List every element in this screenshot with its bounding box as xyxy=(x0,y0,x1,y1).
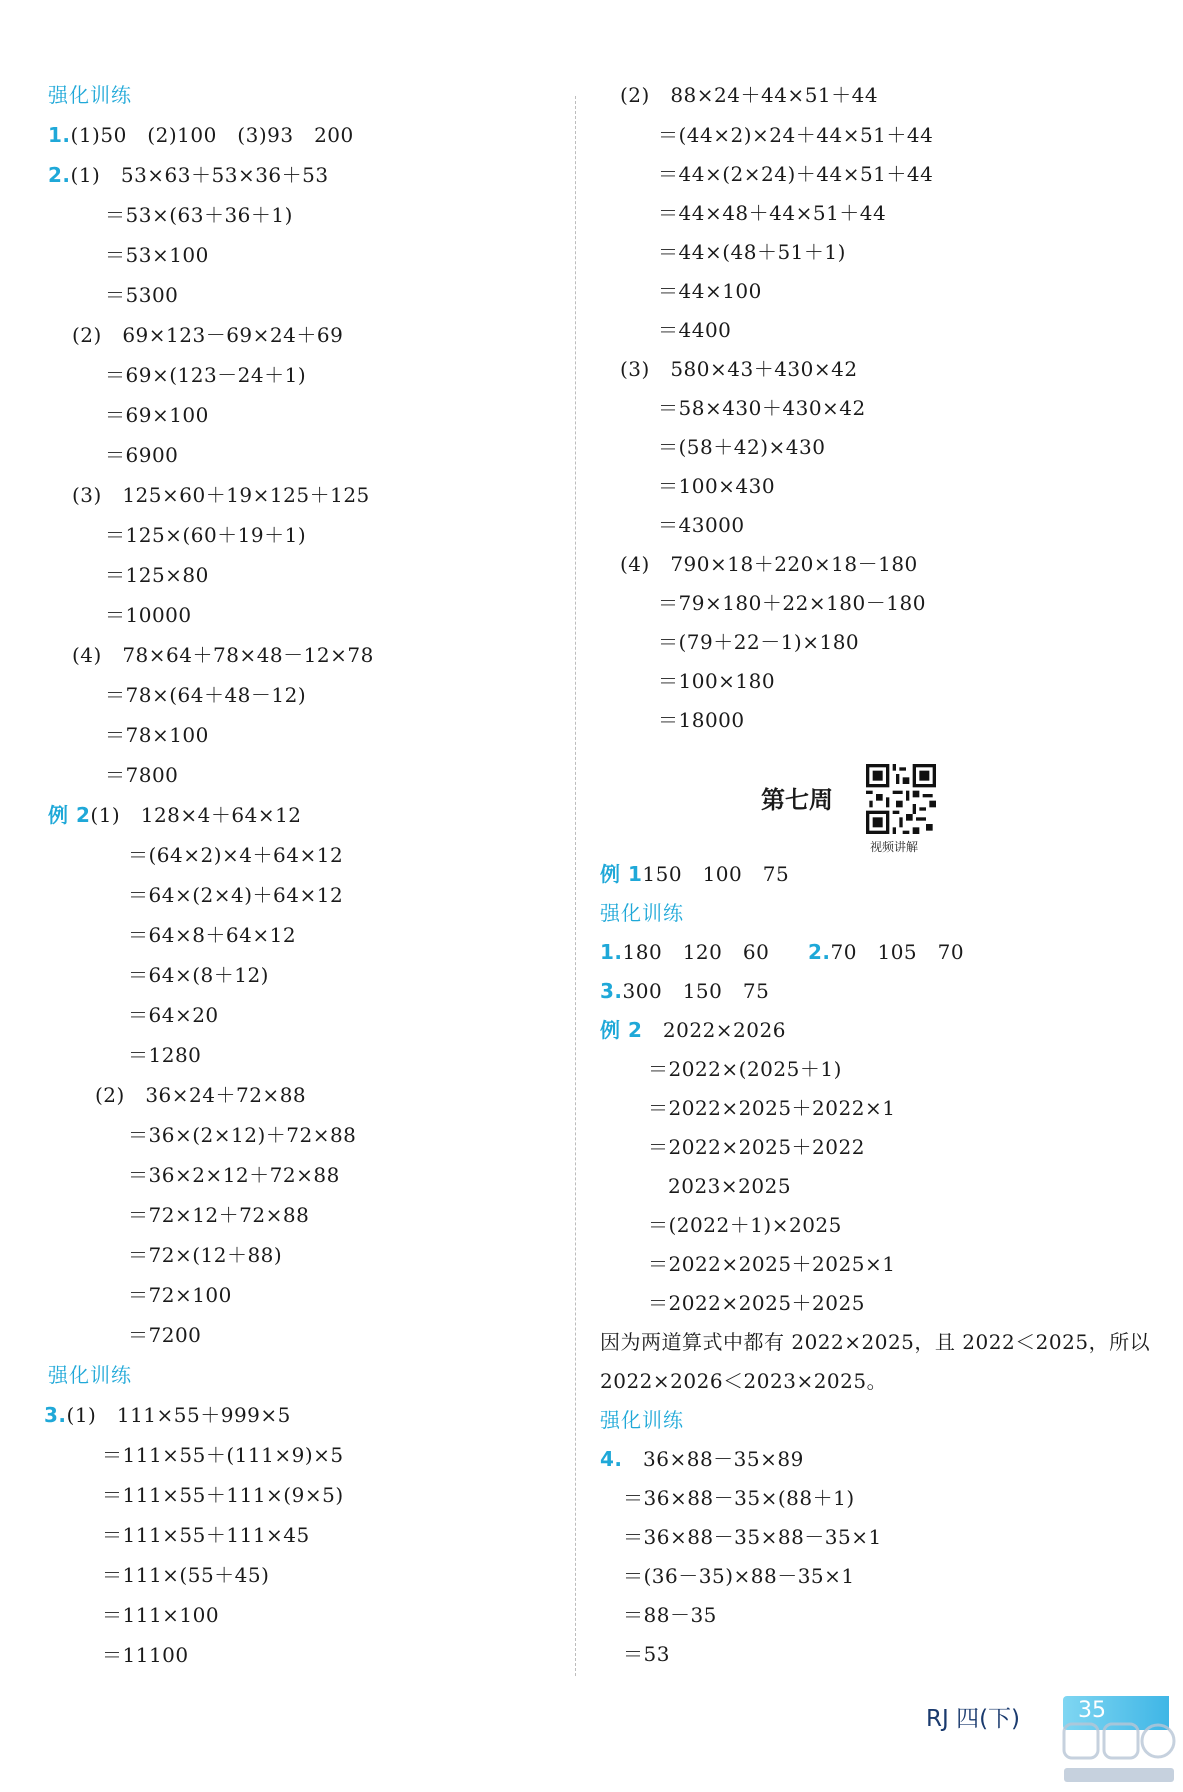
solution-line xyxy=(620,550,918,578)
solution-line xyxy=(648,1211,842,1239)
line-text: ＝2022×(2025＋1) xyxy=(648,1057,842,1081)
solution-line xyxy=(658,628,859,656)
solution-line xyxy=(600,977,769,1005)
line-text: ＝36×(2×12)＋72×88 xyxy=(128,1123,357,1147)
line-text: ＝36×2×12＋72×88 xyxy=(128,1163,340,1187)
line-text: ＝111×55＋(111×9)×5 xyxy=(102,1443,344,1467)
line-text: ＝7800 xyxy=(105,763,179,787)
solution-line xyxy=(128,1001,219,1029)
line-text: (4) 78×64＋78×48－12×78 xyxy=(72,643,374,667)
solution-line xyxy=(128,1041,201,1069)
solution-line xyxy=(658,316,731,344)
solution-line xyxy=(658,121,933,149)
line-text: ＝78×(64＋48－12) xyxy=(105,683,307,707)
line-text: ＝72×100 xyxy=(128,1283,232,1307)
line-text: (1) 128×4＋64×12 xyxy=(90,803,302,827)
item-label: 3. xyxy=(44,1403,67,1427)
line-text: ＝44×(2×24)＋44×51＋44 xyxy=(658,162,934,186)
line-text: ＝6900 xyxy=(105,443,179,467)
solution-line xyxy=(648,1250,895,1278)
solution-line xyxy=(128,1321,201,1349)
solution-line xyxy=(808,938,964,966)
line-text: (2) 88×24＋44×51＋44 xyxy=(620,83,879,107)
footer-edition: RJ 四(下) xyxy=(926,1706,1021,1732)
solution-line xyxy=(72,641,374,669)
line-text: (3) 580×43＋430×42 xyxy=(620,357,858,381)
line-text: ＝53 xyxy=(623,1642,670,1666)
line-text: ＝125×(60＋19＋1) xyxy=(105,523,307,547)
solution-line xyxy=(658,277,762,305)
line-text: ＝(64×2)×4＋64×12 xyxy=(128,843,344,867)
solution-line xyxy=(648,1094,895,1122)
solution-line xyxy=(648,1055,842,1083)
line-text: ＝53×100 xyxy=(105,243,209,267)
line-text: ＝72×12＋72×88 xyxy=(128,1203,310,1227)
solution-line xyxy=(623,1601,717,1629)
solution-line xyxy=(128,961,269,989)
item-label: 例 2 xyxy=(48,803,91,827)
solution-line xyxy=(658,706,745,734)
solution-line xyxy=(102,1481,344,1509)
line-text: 2022×2026 xyxy=(642,1018,786,1042)
line-text: ＝2022×2025＋2022 xyxy=(648,1135,865,1159)
solution-line xyxy=(105,241,209,269)
solution-line xyxy=(48,161,329,189)
solution-line xyxy=(95,1081,306,1109)
line-text: 150 100 75 xyxy=(642,862,790,886)
line-text: (1)50 (2)100 (3)93 200 xyxy=(70,123,354,147)
line-text: ＝78×100 xyxy=(105,723,209,747)
line-text: ＝44×100 xyxy=(658,279,762,303)
solution-line xyxy=(600,1367,887,1395)
solution-line xyxy=(105,521,306,549)
line-text: 强化训练 xyxy=(48,83,132,107)
solution-line xyxy=(658,511,745,539)
solution-line xyxy=(128,1161,340,1189)
solution-line xyxy=(105,361,306,389)
solution-line xyxy=(128,1241,282,1269)
line-text: ＝2022×2025＋2025×1 xyxy=(648,1252,896,1276)
solution-line xyxy=(102,1601,219,1629)
line-text: ＝10000 xyxy=(105,603,192,627)
section-heading xyxy=(600,1406,684,1434)
item-label: 2. xyxy=(808,940,831,964)
line-text: (1) 111×55＋999×5 xyxy=(66,1403,291,1427)
line-text: (4) 790×18＋220×18－180 xyxy=(620,552,918,576)
line-text: ＝(44×2)×24＋44×51＋44 xyxy=(658,123,934,147)
solution-line xyxy=(105,201,293,229)
line-text: ＝64×(8＋12) xyxy=(128,963,269,987)
solution-line xyxy=(44,1401,291,1429)
line-text: ＝(36－35)×88－35×1 xyxy=(623,1564,855,1588)
solution-line xyxy=(620,355,858,383)
line-text: (2) 36×24＋72×88 xyxy=(95,1083,307,1107)
line-text: ＝64×(2×4)＋64×12 xyxy=(128,883,344,907)
line-text: 300 150 75 xyxy=(622,979,770,1003)
solution-line xyxy=(623,1562,855,1590)
item-label: 例 2 xyxy=(600,1018,643,1042)
qr-label: 视频讲解 xyxy=(870,840,919,854)
line-text: ＝(58＋42)×430 xyxy=(658,435,826,459)
item-label: 2. xyxy=(48,163,71,187)
solution-line xyxy=(105,281,178,309)
solution-line xyxy=(105,601,192,629)
solution-line xyxy=(658,238,846,266)
solution-line xyxy=(102,1561,269,1589)
column-divider xyxy=(575,96,576,1676)
line-text: (3) 125×60＋19×125＋125 xyxy=(72,483,370,507)
solution-line xyxy=(600,938,769,966)
item-label: 3. xyxy=(600,979,623,1003)
line-text: 70 105 70 xyxy=(830,940,965,964)
watermark-logo xyxy=(1060,1718,1178,1788)
solution-line xyxy=(658,589,926,617)
solution-line xyxy=(105,561,209,589)
solution-line xyxy=(623,1523,882,1551)
line-text: ＝2022×2025＋2022×1 xyxy=(648,1096,896,1120)
line-text: 36×88－35×89 xyxy=(622,1447,804,1471)
solution-line xyxy=(600,1328,1150,1356)
line-text: ＝58×430＋430×42 xyxy=(658,396,866,420)
solution-line xyxy=(105,761,178,789)
line-text: ＝36×88－35×(88＋1) xyxy=(623,1486,855,1510)
line-text: ＝72×(12＋88) xyxy=(128,1243,283,1267)
solution-line xyxy=(623,1484,855,1512)
solution-line xyxy=(72,481,370,509)
line-text: ＝43000 xyxy=(658,513,745,537)
line-text: ＝11100 xyxy=(102,1643,189,1667)
solution-line xyxy=(620,81,878,109)
line-text: ＝88－35 xyxy=(623,1603,717,1627)
line-text: 2022×2026＜2023×2025。 xyxy=(600,1369,888,1393)
page-number: 35 xyxy=(1078,1698,1106,1723)
line-text: ＝44×(48＋51＋1) xyxy=(658,240,846,264)
item-label: 4. xyxy=(600,1447,623,1471)
solution-line xyxy=(128,881,343,909)
solution-line xyxy=(128,1121,356,1149)
week-title: 第七周 xyxy=(761,786,833,814)
solution-line xyxy=(600,860,789,888)
line-text: ＝64×8＋64×12 xyxy=(128,923,297,947)
line-text: ＝79×180＋22×180－180 xyxy=(658,591,926,615)
line-text: ＝125×80 xyxy=(105,563,209,587)
item-label: 例 1 xyxy=(600,862,643,886)
solution-line xyxy=(658,433,825,461)
line-text: (2) 69×123－69×24＋69 xyxy=(72,323,344,347)
line-text: ＝44×48＋44×51＋44 xyxy=(658,201,887,225)
line-text: ＝53×(63＋36＋1) xyxy=(105,203,293,227)
line-text: ＝2022×2025＋2025 xyxy=(648,1291,865,1315)
solution-line xyxy=(48,121,354,149)
solution-line xyxy=(102,1641,189,1669)
solution-line xyxy=(668,1172,791,1200)
solution-line xyxy=(648,1289,865,1317)
line-text: ＝111×(55＋45) xyxy=(102,1563,270,1587)
solution-line xyxy=(128,1281,232,1309)
line-text: ＝69×100 xyxy=(105,403,209,427)
section-heading xyxy=(48,1361,132,1389)
line-text: ＝(79＋22－1)×180 xyxy=(658,630,860,654)
line-text: ＝69×(123－24＋1) xyxy=(105,363,307,387)
solution-line xyxy=(600,1016,786,1044)
solution-line xyxy=(102,1441,344,1469)
solution-line xyxy=(128,921,296,949)
line-text: ＝1280 xyxy=(128,1043,202,1067)
line-text: 强化训练 xyxy=(48,1363,132,1387)
qr-code-icon[interactable] xyxy=(866,764,936,834)
solution-line xyxy=(128,841,343,869)
line-text: 强化训练 xyxy=(600,901,684,925)
line-text: ＝100×430 xyxy=(658,474,776,498)
line-text: ＝111×100 xyxy=(102,1603,220,1627)
solution-line xyxy=(128,1201,309,1229)
line-text: 强化训练 xyxy=(600,1408,684,1432)
solution-line xyxy=(105,401,209,429)
solution-line xyxy=(600,1445,804,1473)
line-text: 180 120 60 xyxy=(622,940,770,964)
line-text: 因为两道算式中都有 2022×2025，且 2022＜2025，所以 xyxy=(600,1330,1151,1354)
solution-line xyxy=(658,472,775,500)
solution-line xyxy=(105,441,178,469)
solution-line xyxy=(105,681,306,709)
line-text: ＝5300 xyxy=(105,283,179,307)
solution-line xyxy=(648,1133,865,1161)
line-text: ＝7200 xyxy=(128,1323,202,1347)
item-label: 1. xyxy=(600,940,623,964)
solution-line xyxy=(658,160,933,188)
solution-line xyxy=(623,1640,670,1668)
solution-line xyxy=(105,721,209,749)
line-text: ＝64×20 xyxy=(128,1003,219,1027)
item-label: 1. xyxy=(48,123,71,147)
solution-line xyxy=(658,199,886,227)
line-text: ＝(2022＋1)×2025 xyxy=(648,1213,842,1237)
section-heading xyxy=(600,899,684,927)
solution-line xyxy=(72,321,343,349)
line-text: ＝100×180 xyxy=(658,669,776,693)
line-text: 2023×2025 xyxy=(668,1174,792,1198)
solution-line xyxy=(658,394,866,422)
section-heading xyxy=(48,81,132,109)
line-text: ＝4400 xyxy=(658,318,732,342)
line-text: ＝18000 xyxy=(658,708,745,732)
line-text: (1) 53×63＋53×36＋53 xyxy=(70,163,329,187)
solution-line xyxy=(658,667,775,695)
line-text: ＝36×88－35×88－35×1 xyxy=(623,1525,882,1549)
line-text: ＝111×55＋111×45 xyxy=(102,1523,310,1547)
line-text: ＝111×55＋111×(9×5) xyxy=(102,1483,344,1507)
solution-line xyxy=(48,801,302,829)
solution-line xyxy=(102,1521,310,1549)
